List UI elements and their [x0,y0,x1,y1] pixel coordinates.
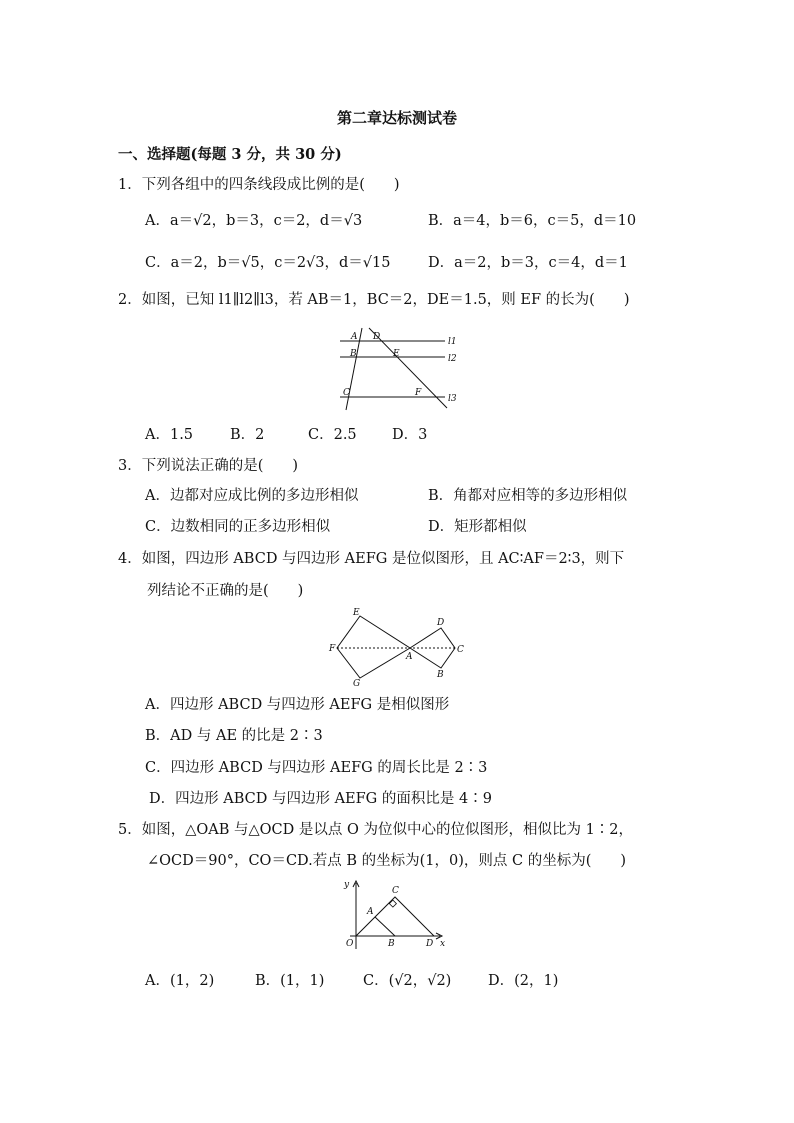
q2-label-e: E [393,349,400,359]
q2-label-l1: l1 [448,337,457,347]
q3-option-c: C．边数相同的正多边形相似 [145,519,331,535]
q2-option-a: A．1.5 [145,427,194,443]
q5-label-c: C [392,886,399,896]
q2-label-b: B [350,349,357,359]
q4-option-b: B．AD 与 AE 的比是 2∶3 [145,728,323,744]
q4-label-f: F [329,644,336,654]
q5-label-o: O [346,939,354,949]
q4-option-a: A．四边形 ABCD 与四边形 AEFG 是相似图形 [145,697,450,713]
q4-label-c: C [457,645,464,655]
q3-option-a: A．边都对应成比例的多边形相似 [145,488,359,504]
q3-option-b: B．角都对应相等的多边形相似 [428,488,628,504]
q1-stem: 1．下列各组中的四条线段成比例的是( ) [118,177,400,193]
q5-option-b: B．(1，1) [255,973,325,989]
q3-stem: 3．下列说法正确的是( ) [118,458,299,474]
q4-label-b: B [437,670,444,680]
q5-label-b: B [388,939,395,949]
q4-figure-homothetic-quadrilaterals [325,606,470,689]
q4-stem-line2: 列结论不正确的是( ) [147,583,304,599]
q4-stem-line1: 4．如图，四边形 ABCD 与四边形 AEFG 是位似图形，且 AC∶AF＝2∶3，则下 [118,551,625,567]
q2-option-c: C．2.5 [308,427,357,443]
q5-option-d: D．(2，1) [488,973,559,989]
q5-option-c: C．(√2，√2) [363,973,452,989]
q5-figure-coordinate [340,877,452,951]
q1-option-a: A．a＝√2，b＝3，c＝2，d＝√3 [145,213,363,229]
q5-label-y: y [344,880,350,890]
q2-label-a: A [351,332,358,342]
page-title: 第二章达标测试卷 [336,109,457,127]
section-heading: 一、选择题(每题 3 分，共 30 分) [118,146,342,163]
q2-option-d: D．3 [392,427,428,443]
q2-label-c: C [343,388,350,398]
q4-label-g: G [353,679,361,689]
q1-option-b: B．a＝4，b＝6，c＝5，d＝10 [428,213,637,229]
q2-label-l3: l3 [448,394,457,404]
q2-figure-parallel-lines [330,326,460,410]
q4-option-c: C．四边形 ABCD 与四边形 AEFG 的周长比是 2∶3 [145,760,488,776]
q1-option-c: C．a＝2，b＝√5，c＝2√3，d＝√15 [145,255,391,271]
q3-option-d: D．矩形都相似 [428,519,527,535]
q4-quad-abcd [410,628,455,668]
q5-option-a: A．(1，2) [145,973,215,989]
q4-label-d: D [437,618,445,628]
q4-quad-aefg [337,616,410,678]
q2-label-d: D [373,332,381,342]
q5-label-a: A [367,907,374,917]
q5-stem-line1: 5．如图，△OAB 与△OCD 是以点 O 为位似中心的位似图形，相似比为 1∶2， [118,822,634,838]
q2-transversal-df [369,328,447,408]
q5-label-x: x [440,939,446,949]
q2-label-f: F [415,388,422,398]
q4-label-a: A [406,652,413,662]
q5-label-d: D [426,939,434,949]
q2-option-b: B．2 [230,427,265,443]
q2-label-l2: l2 [448,354,457,364]
q4-label-e: E [353,608,360,618]
q4-option-d: D．四边形 ABCD 与四边形 AEFG 的面积比是 4∶9 [149,791,492,807]
q2-stem: 2．如图，已知 l1∥l2∥l3，若 AB＝1，BC＝2，DE＝1.5，则 EF 的长为( ) [118,292,630,308]
q5-stem-line2: ∠OCD＝90°，CO＝CD.若点 B 的坐标为(1，0)，则点 C 的坐标为( ) [147,853,627,869]
q5-segment-ab [375,917,395,936]
q1-option-d: D．a＝2，b＝3，c＝4，d＝1 [428,255,628,271]
